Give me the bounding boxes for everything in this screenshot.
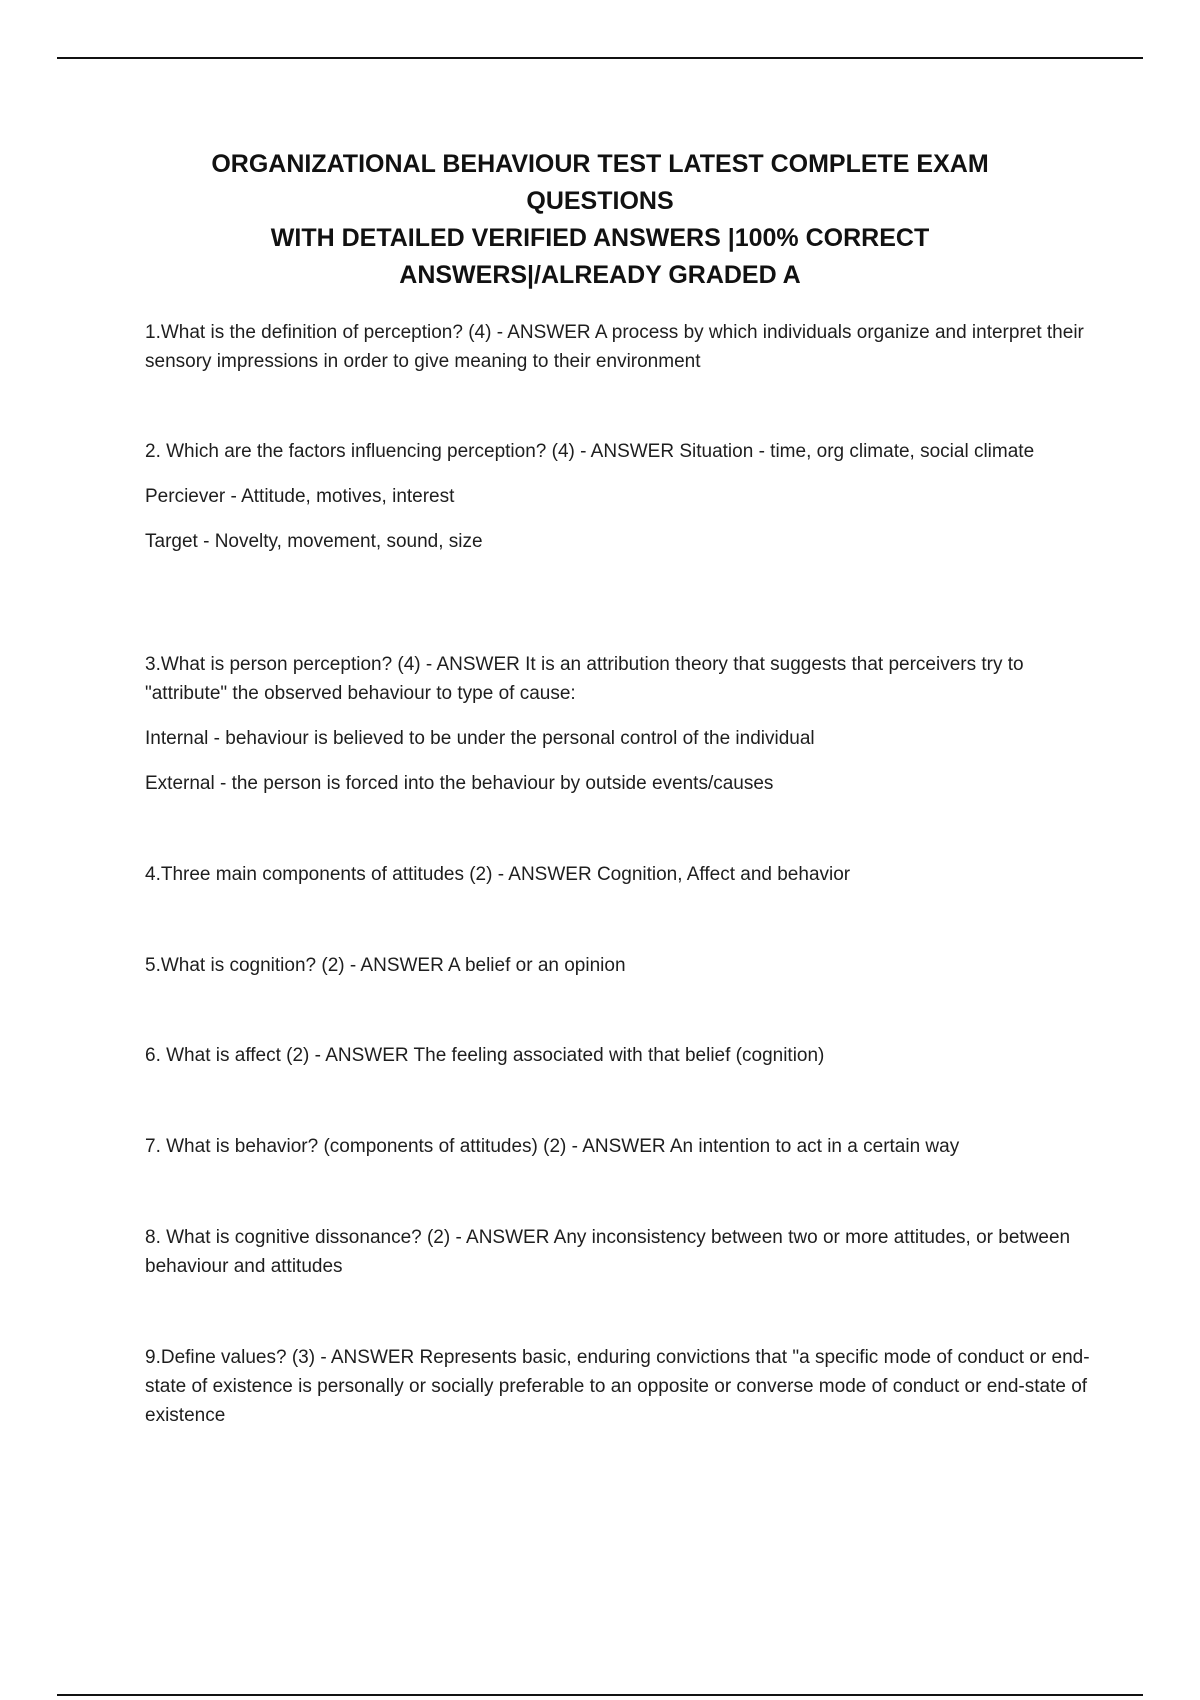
question-text: 3.What is person perception? (4) - ANSWER It is an attribution theory that suggests that perceivers try to "attribute" the observed behaviour to type of cause:	[145, 654, 1024, 704]
question-text: 8. What is cognitive dissonance? (2) - ANSWER Any inconsistency between two or more attitudes, or between behaviour and attitudes	[145, 1227, 1071, 1277]
answer-detail: External - the person is forced into the behaviour by outside events/causes	[145, 773, 774, 794]
question-text: 1.What is the definition of perception? (4) - ANSWER A process by which individuals organize and interpret their sensory impressions in order to give meaning to their environment	[145, 322, 1084, 372]
question-text: 2. Which are the factors influencing perception? (4) - ANSWER Situation - time, org climate, social climate	[145, 441, 1035, 462]
question-text: 6. What is affect (2) - ANSWER The feeling associated with that belief (cognition)	[145, 1045, 825, 1066]
question-5	[145, 951, 1095, 980]
answer-detail: Target - Novelty, movement, sound, size	[145, 531, 483, 552]
answer-detail: Perciever - Attitude, motives, interest	[145, 486, 455, 507]
question-2	[145, 437, 1095, 556]
top-divider	[57, 57, 1143, 59]
question-9	[145, 1343, 1095, 1430]
title-line-1: ORGANIZATIONAL BEHAVIOUR TEST LATEST COMPLETE EXAM QUESTIONS	[211, 150, 989, 215]
question-text: 7. What is behavior? (components of attitudes) (2) - ANSWER An intention to act in a certain way	[145, 1136, 960, 1157]
question-text: 9.Define values? (3) - ANSWER Represents basic, enduring convictions that "a specific mode of conduct or end-state of existence is personally or socially preferable to an opposite or converse mode of conduct or end-state of existence	[145, 1347, 1090, 1426]
question-3	[145, 650, 1095, 798]
page-title	[150, 146, 1050, 294]
answer-detail: Internal - behaviour is believed to be under the personal control of the individual	[145, 728, 815, 749]
question-7	[145, 1132, 1095, 1161]
question-text: 4.Three main components of attitudes (2) - ANSWER Cognition, Affect and behavior	[145, 864, 851, 885]
title-line-2: WITH DETAILED VERIFIED ANSWERS |100% CORRECT	[270, 224, 930, 252]
bottom-divider	[57, 1694, 1143, 1696]
question-6	[145, 1041, 1095, 1070]
question-1	[145, 318, 1095, 376]
question-4	[145, 860, 1095, 889]
question-text: 5.What is cognition? (2) - ANSWER A belief or an opinion	[145, 955, 626, 976]
question-8	[145, 1223, 1095, 1281]
title-line-3: ANSWERS|/ALREADY GRADED A	[399, 261, 801, 289]
